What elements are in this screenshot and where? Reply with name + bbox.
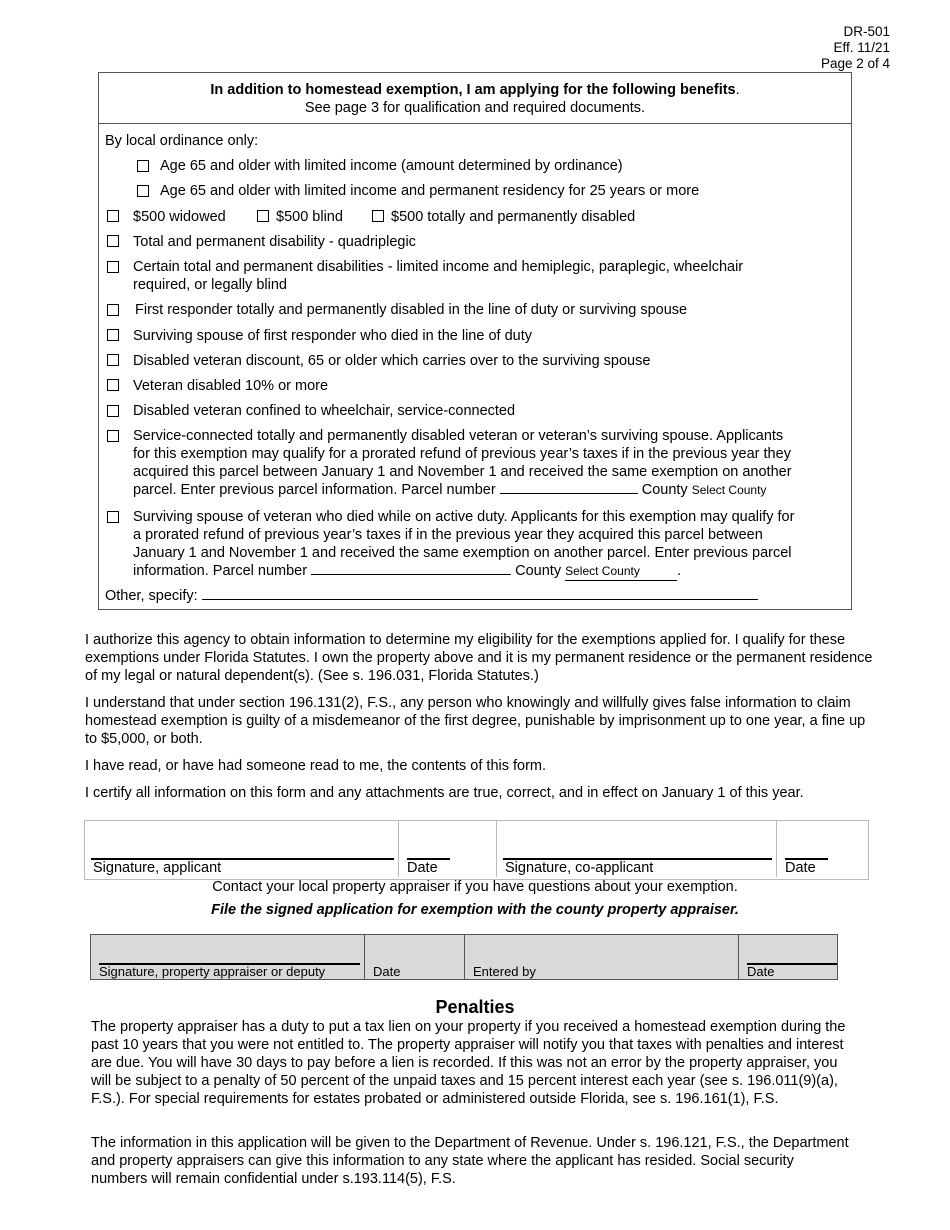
applicant-signature-table [84,820,869,880]
certain-disabilities-checkbox[interactable] [107,261,119,273]
appraiser-signature-table [90,934,838,980]
penalties-paragraph-1: The property appraiser has a duty to put a tax lien on your property if you received a homestead exemption during the past 10 years that you were not entitled to. The property appraiser will notify you that taxes with penalties and interest are due. You will have 30 days to pay before a lien is recorded. If this was not an error by the property appraiser, you will be subject to a penalty of 50 percent of the unpaid taxes and 15 percent interest each year (see s. 196.011(9)(a), F.S.). For special requirements for estates probated or administered outside Florida, see s. 196.161(1), F.S. [91,1019,846,1107]
appraiser-signature-label: Signature, property appraiser or deputy [99,964,326,979]
widowed-checkbox[interactable] [107,210,119,222]
benefits-title-period: . [735,82,740,98]
veteran-wheelchair-checkbox[interactable] [107,405,119,417]
active-line-4: information. Parcel number County Select County . [133,563,682,579]
other-specify [105,587,758,605]
applicant-date-label: Date [407,860,438,876]
appraiser-signature-cell[interactable] [91,935,365,979]
quadriplegic-checkbox[interactable] [107,235,119,247]
service-county-label: County [641,482,688,498]
service-connected-label [133,427,849,499]
first-responder-label: First responder totally and permanently disabled in the line of duty or surviving spouse [135,302,688,318]
veteran-10-checkbox[interactable] [107,379,119,391]
active-line-1: Surviving spouse of veteran who died while on active duty. Applicants for this exemption may qualify for [133,509,795,525]
other-label: Other, specify: [105,588,198,604]
entered-date-label: Date [747,964,775,979]
entered-by-label: Entered by [473,964,536,979]
contact-text: Contact your local property appraiser if you have questions about your exemption. [212,879,738,895]
applicant-signature-label: Signature, applicant [93,860,222,876]
appraiser-date-label: Date [373,964,401,979]
appraiser-date-cell[interactable] [365,935,465,979]
disabled-checkbox[interactable] [372,210,384,222]
age65-income-checkbox[interactable] [137,160,149,172]
co-applicant-signature-cell[interactable] [497,821,777,877]
first-responder-checkbox[interactable] [107,304,119,316]
co-applicant-signature-label: Signature, co-applicant [505,860,654,876]
certain-disabilities-label [133,258,743,294]
authorize-paragraph: I authorize this agency to obtain information to determine my eligibility for the exemptions applied for. I qualify for these exemptions under Florida Statutes. I own the property above and it is my permanent residence or the permanent residence of my legal or natural dependent(s). (See s. 196.031, Florida Statutes.) [85,632,873,684]
other-field[interactable] [202,599,758,600]
veteran-wheelchair-label: Disabled veteran confined to wheelchair, service-connected [133,403,516,419]
veteran-discount-label: Disabled veteran discount, 65 or older which carries over to the surviving spouse [133,353,651,369]
service-line-1: Service-connected totally and permanently disabled veteran or veteran’s surviving spouse. Applicants [133,428,784,444]
service-parcel-number-field[interactable] [500,493,638,494]
age65-residency-label: Age 65 and older with limited income and permanent residency for 25 years or more [160,183,700,199]
entered-by-cell[interactable] [465,935,739,979]
active-county-label: County [515,563,562,579]
veteran-discount-checkbox[interactable] [107,354,119,366]
effective-date: Eff. 11/21 [833,40,890,55]
blind-checkbox[interactable] [257,210,269,222]
disabled-label: $500 totally and permanently disabled [391,209,636,225]
certify-paragraph: I certify all information on this form and any attachments are true, correct, and in effect on January 1 of this year. [85,785,804,801]
co-applicant-date-cell[interactable] [777,821,866,877]
page-number: Page 2 of 4 [820,56,890,71]
certain-line-2: required, or legally blind [133,277,287,293]
active-line-3: January 1 and November 1 and received the same exemption on another parcel. Enter previous parcel [133,545,792,561]
surviving-first-responder-label: Surviving spouse of first responder who died in the line of duty [133,328,532,344]
file-instructions: File the signed application for exemption with the county property appraiser. [211,902,739,918]
benefits-section [98,72,852,610]
widowed-label: $500 widowed [133,209,226,225]
penalties-paragraph-2: The information in this application will be given to the Department of Revenue. Under s. 196.121, F.S., the Department and property appraisers can give this information to any state where the applicant has resided. Social security numbers will remain confidential under s.193.114(5), F.S. [91,1135,849,1187]
age65-income-label: Age 65 and older with limited income (amount determined by ordinance) [160,158,623,174]
read-paragraph: I have read, or have had someone read to me, the contents of this form. [85,758,547,774]
benefits-subtitle: See page 3 for qualification and required documents. [304,100,646,116]
active-county-select[interactable]: Select County [565,562,677,581]
service-line-4 [133,481,849,499]
co-applicant-date-label: Date [785,860,816,876]
age65-residency-checkbox[interactable] [137,185,149,197]
benefits-title: In addition to homestead exemption, I am applying for the following benefits [210,82,736,98]
applicant-signature-cell[interactable] [85,821,399,877]
service-line-3: acquired this parcel between January 1 and November 1 and received the same exemption on another [133,464,792,480]
benefits-heading [99,73,851,124]
understand-paragraph: I understand that under section 196.131(2), F.S., any person who knowingly and willfully gives false information to claim homestead exemption is guilty of a misdemeanor of the first degree, punishable by imprisonment up to one year, a fine up to $5,000, or both. [85,695,866,747]
active-parcel-label: information. Parcel number [133,563,308,579]
certain-line-1: Certain total and permanent disabilities - limited income and hemiplegic, paraplegic, wheelchair [133,259,744,275]
surviving-first-responder-checkbox[interactable] [107,329,119,341]
service-line-2: for this exemption may qualify for a prorated refund of previous year’s taxes if in the previous year they [133,446,791,462]
veteran-10-label: Veteran disabled 10% or more [133,378,329,394]
service-county-select[interactable]: Select County [691,483,767,497]
form-header [821,24,890,72]
entered-date-cell[interactable] [739,935,837,979]
local-ordinance-label: By local ordinance only: [105,133,259,149]
service-connected-checkbox[interactable] [107,430,119,442]
active-line-2: a prorated refund of previous year’s taxes if in the previous year they acquired this parcel between [133,527,763,543]
active-duty-checkbox[interactable] [107,511,119,523]
form-id: DR-501 [843,24,890,39]
active-duty-label [133,508,849,581]
blind-label: $500 blind [276,209,343,225]
service-parcel-label: parcel. Enter previous parcel information. Parcel number [133,482,496,498]
active-parcel-number-field[interactable] [311,574,511,575]
applicant-date-cell[interactable] [399,821,497,877]
penalties-title: Penalties [435,997,515,1017]
quadriplegic-label: Total and permanent disability - quadriplegic [133,234,416,250]
